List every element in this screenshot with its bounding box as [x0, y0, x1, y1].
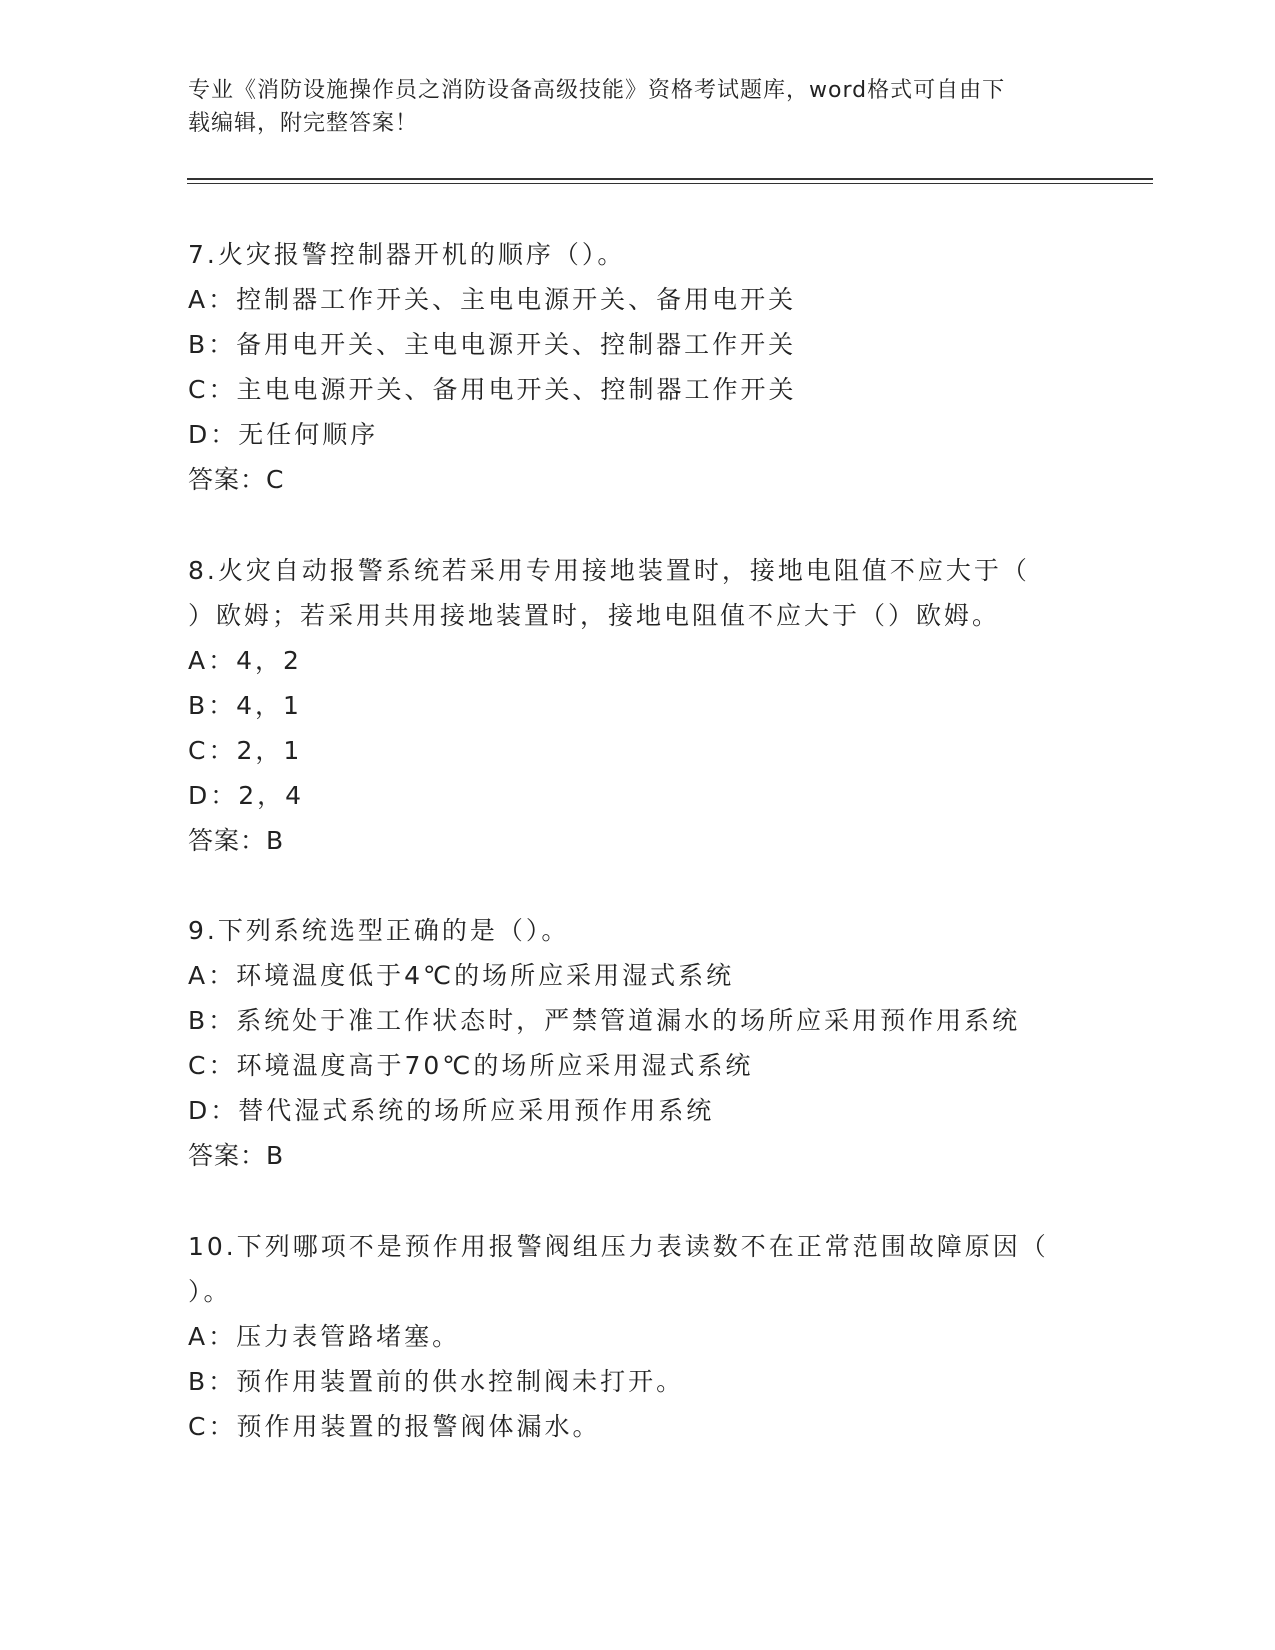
answer-line: 答案：B	[188, 1141, 285, 1170]
header-line-1: 专业《消防设施操作员之消防设备高级技能》资格考试题库，word格式可自由下	[188, 78, 1006, 103]
question-stem-continued: ）欧姆；若采用共用接地装置时，接地电阻值不应大于（）欧姆。	[188, 601, 1001, 630]
option-b: B：系统处于准工作状态时，严禁管道漏水的场所应采用预作用系统	[188, 1006, 1021, 1035]
option-c: C：主电电源开关、备用电开关、控制器工作开关	[188, 375, 797, 404]
question-stem: 9.下列系统选型正确的是（）。	[188, 916, 570, 945]
option-a: A：4，2	[188, 646, 302, 675]
option-b: B：4，1	[188, 691, 302, 720]
document-header	[188, 74, 1068, 140]
question-7	[188, 232, 1088, 502]
question-9	[188, 908, 1088, 1178]
answer-line: 答案：C	[188, 465, 285, 494]
option-a: A：环境温度低于4℃的场所应采用湿式系统	[188, 961, 735, 990]
question-stem: 10.下列哪项不是预作用报警阀组压力表读数不在正常范围故障原因（	[188, 1232, 1049, 1261]
option-c: C：预作用装置的报警阀体漏水。	[188, 1412, 601, 1441]
option-d: D：替代湿式系统的场所应采用预作用系统	[188, 1096, 715, 1125]
option-c: C：环境温度高于70℃的场所应采用湿式系统	[188, 1051, 754, 1080]
option-c: C：2，1	[188, 736, 303, 765]
question-8	[188, 548, 1088, 863]
option-d: D：无任何顺序	[188, 420, 379, 449]
option-a: A：控制器工作开关、主电电源开关、备用电开关	[188, 285, 797, 314]
option-d: D：2，4	[188, 781, 305, 810]
header-divider-thin	[187, 183, 1153, 184]
option-b: B：预作用装置前的供水控制阀未打开。	[188, 1367, 685, 1396]
question-stem: 7.火灾报警控制器开机的顺序（）。	[188, 240, 626, 269]
option-b: B：备用电开关、主电电源开关、控制器工作开关	[188, 330, 797, 359]
header-divider-thick	[187, 178, 1153, 180]
header-line-2: 载编辑，附完整答案！	[188, 111, 419, 136]
question-stem-continued: ）。	[188, 1277, 232, 1306]
question-10	[188, 1224, 1088, 1449]
answer-line: 答案：B	[188, 826, 285, 855]
question-stem: 8.火灾自动报警系统若采用专用接地装置时，接地电阻值不应大于（	[188, 556, 1030, 585]
option-a: A：压力表管路堵塞。	[188, 1322, 461, 1351]
